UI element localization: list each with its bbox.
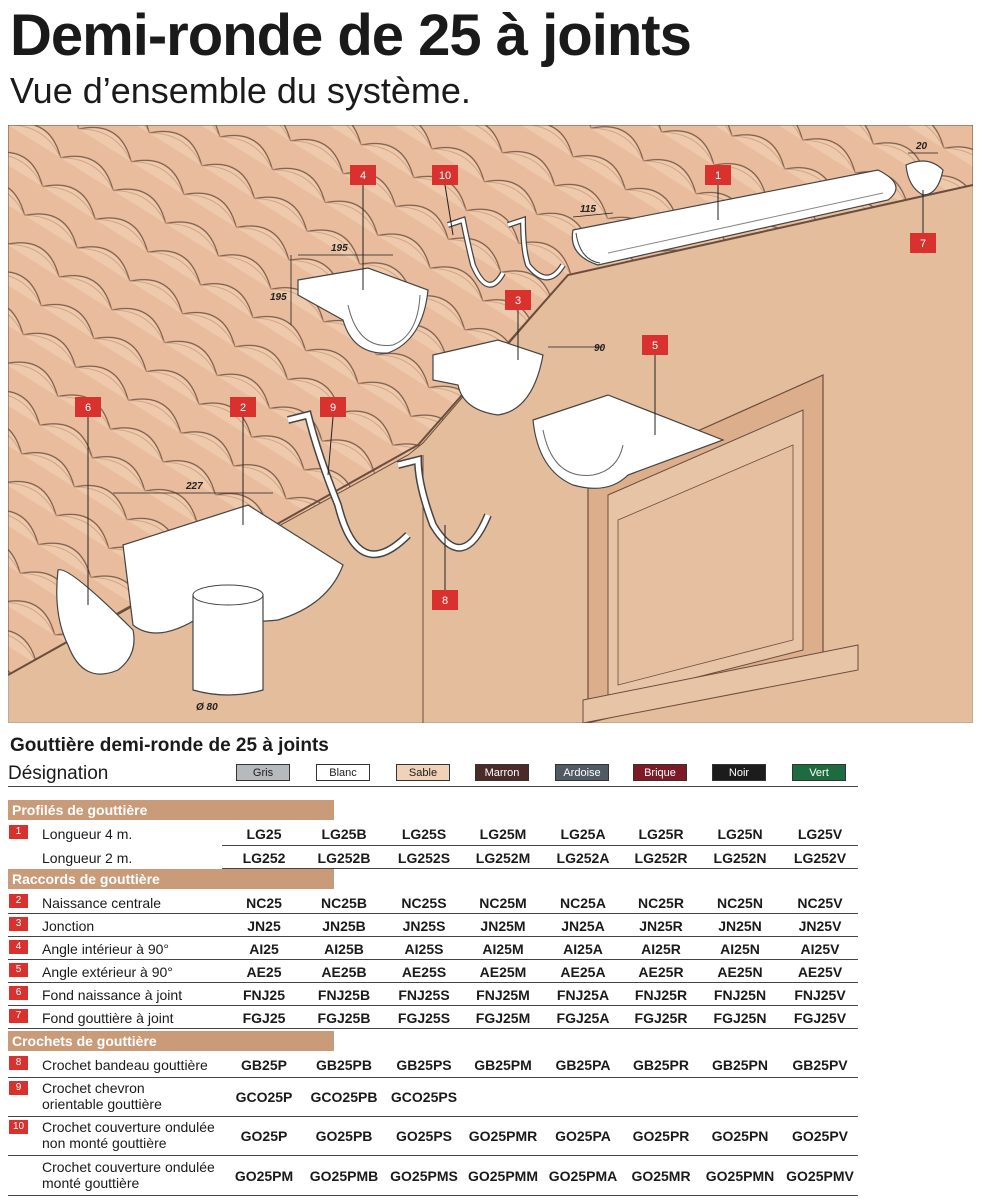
product-code: AI25A — [563, 941, 603, 957]
row-label: Fond gouttière à joint — [42, 1010, 174, 1026]
product-code: GO25P — [240, 1128, 288, 1144]
product-code: FNJ25N — [713, 987, 767, 1003]
dim-195-top: 195 — [331, 243, 348, 254]
product-code: GB25PR — [632, 1057, 690, 1073]
product-code: GO25PMV — [786, 1168, 854, 1184]
product-code: AI25R — [641, 941, 681, 957]
row-label: Jonction — [42, 918, 95, 934]
table-row — [0, 1053, 860, 1077]
product-code: LG252A — [556, 850, 610, 866]
product-code: JN25N — [718, 918, 762, 934]
row-number-badge: 1 — [9, 825, 28, 839]
svg-text:4: 4 — [359, 170, 367, 182]
product-code: LG252 — [242, 850, 286, 866]
product-code: JN25S — [402, 918, 446, 934]
product-code: FGJ25B — [317, 1010, 371, 1026]
svg-text:7: 7 — [919, 238, 927, 250]
row-label: Naissance centrale — [42, 895, 162, 911]
product-code: AI25B — [324, 941, 364, 957]
row-label: Longueur 2 m. — [42, 850, 133, 866]
product-code: GCO25PS — [390, 1089, 458, 1105]
product-code: FNJ25V — [794, 987, 846, 1003]
row-number-badge: 9 — [9, 1081, 28, 1095]
color-header-brique: Brique — [633, 764, 687, 781]
product-code: LG252M — [475, 850, 531, 866]
product-code: GO25PMA — [548, 1168, 618, 1184]
product-code: GB25PM — [474, 1057, 532, 1073]
svg-text:5: 5 — [651, 340, 659, 352]
table-row — [0, 1157, 860, 1195]
product-code: AE25A — [560, 964, 606, 980]
product-code: LG25 — [246, 826, 282, 842]
product-code: AE25N — [717, 964, 763, 980]
table-row — [0, 914, 860, 936]
row-divider — [8, 1155, 858, 1156]
product-code: NC25S — [401, 895, 447, 911]
product-code: LG252V — [793, 850, 847, 866]
svg-text:3: 3 — [514, 295, 522, 307]
product-code: NC25M — [479, 895, 527, 911]
designation-label: Désignation — [8, 763, 109, 784]
section-header: Crochets de gouttière — [8, 1031, 334, 1051]
header-divider — [8, 786, 858, 787]
product-code: LG25V — [797, 826, 843, 842]
product-code: GO25PA — [555, 1128, 611, 1144]
product-code: GO25PMR — [468, 1128, 538, 1144]
product-code: FNJ25 — [242, 987, 286, 1003]
product-code: FGJ25 — [242, 1010, 286, 1026]
product-code: LG25B — [321, 826, 367, 842]
row-number-badge: 5 — [9, 963, 28, 977]
color-header-marron: Marron — [475, 764, 529, 781]
row-label: Crochet couverture ondulée monté gouttière — [42, 1159, 215, 1191]
product-code: LG252S — [397, 850, 451, 866]
svg-text:1: 1 — [714, 170, 722, 182]
product-code: AE25R — [638, 964, 684, 980]
row-label: Angle extérieur à 90° — [42, 964, 173, 980]
product-code: GB25P — [241, 1057, 287, 1073]
product-code: LG25R — [638, 826, 684, 842]
table-row — [0, 960, 860, 982]
dim-115: 115 — [580, 204, 596, 215]
product-code: GO25PB — [315, 1128, 373, 1144]
product-code: FNJ25A — [556, 987, 610, 1003]
product-code: GO25PMB — [309, 1168, 379, 1184]
product-code: GB25PS — [396, 1057, 452, 1073]
product-code: GO25PN — [711, 1128, 769, 1144]
table-title: Gouttière demi-ronde de 25 à joints — [10, 735, 329, 756]
table-row — [0, 1078, 860, 1116]
dim-195-side: 195 — [270, 292, 287, 303]
product-code: FGJ25R — [634, 1010, 688, 1026]
product-code: FNJ25S — [398, 987, 450, 1003]
dim-diam-80: Ø 80 — [196, 702, 218, 713]
dim-20: 20 — [916, 141, 928, 152]
dim-227: 227 — [186, 481, 203, 492]
callout-2 — [230, 397, 256, 417]
product-code: GO25PV — [791, 1128, 849, 1144]
product-code: FGJ25A — [556, 1010, 610, 1026]
row-divider — [8, 1195, 858, 1196]
product-code: LG25S — [401, 826, 447, 842]
product-code: FGJ25M — [475, 1010, 531, 1026]
svg-text:8: 8 — [441, 595, 449, 607]
callout-3 — [505, 290, 531, 310]
row-number-badge: 8 — [9, 1056, 28, 1070]
table-row — [0, 822, 860, 845]
color-header-gris: Gris — [236, 764, 290, 781]
color-header-blanc: Blanc — [316, 764, 370, 781]
product-code: NC25 — [246, 895, 282, 911]
callout-5 — [642, 335, 668, 355]
product-code: AE25 — [246, 964, 282, 980]
product-code: GO25PMM — [467, 1168, 538, 1184]
product-code: GO25PR — [632, 1128, 690, 1144]
color-header-sable: Sable — [396, 764, 450, 781]
color-header-noir: Noir — [712, 764, 766, 781]
product-code: FGJ25S — [397, 1010, 451, 1026]
row-label: Longueur 4 m. — [42, 826, 133, 842]
product-code: JN25V — [798, 918, 842, 934]
row-label: Angle intérieur à 90° — [42, 941, 170, 957]
product-code: NC25A — [560, 895, 606, 911]
section-header: Profilés de gouttière — [8, 800, 334, 820]
product-code: AI25S — [404, 941, 444, 957]
row-divider — [8, 1028, 858, 1029]
product-code: AE25M — [479, 964, 527, 980]
table-row — [0, 1117, 860, 1155]
product-code: NC25N — [717, 895, 763, 911]
product-code: FNJ25R — [634, 987, 688, 1003]
color-header-ardoise: Ardoise — [555, 764, 609, 781]
page-title: Demi-ronde de 25 à joints — [10, 3, 691, 68]
product-code: LG25M — [479, 826, 527, 842]
page-subtitle: Vue d’ensemble du système. — [10, 70, 471, 111]
product-code: GO25PM — [234, 1168, 294, 1184]
product-code: GCO25P — [235, 1089, 293, 1105]
svg-text:9: 9 — [329, 402, 337, 414]
product-code: NC25B — [321, 895, 367, 911]
product-code: GCO25PB — [310, 1089, 378, 1105]
product-code: AI25N — [720, 941, 760, 957]
product-code: AI25 — [249, 941, 279, 957]
product-code: JN25M — [480, 918, 526, 934]
product-code: LG252R — [634, 850, 688, 866]
product-code: NC25R — [638, 895, 684, 911]
row-number-badge: 7 — [9, 1009, 28, 1023]
product-code: FGJ25N — [713, 1010, 767, 1026]
callout-7 — [910, 233, 936, 253]
product-code: GO25PMN — [705, 1168, 775, 1184]
product-code: AE25S — [401, 964, 447, 980]
product-code: LG25A — [560, 826, 606, 842]
section-header: Raccords de gouttière — [8, 869, 334, 889]
callout-8 — [432, 590, 458, 610]
product-code: GO25PMS — [390, 1168, 458, 1184]
callout-1 — [705, 165, 731, 185]
system-illustration — [8, 125, 973, 723]
product-code: FGJ25V — [793, 1010, 847, 1026]
table-row — [0, 846, 860, 868]
product-code: JN25R — [639, 918, 683, 934]
svg-text:10: 10 — [438, 170, 452, 182]
color-header-vert: Vert — [792, 764, 846, 781]
product-code: AE25V — [797, 964, 843, 980]
table-row — [0, 891, 860, 913]
product-code: GB25PV — [792, 1057, 848, 1073]
product-code: AE25B — [321, 964, 367, 980]
product-code: GB25PB — [315, 1057, 373, 1073]
product-code: GB25PA — [555, 1057, 611, 1073]
product-code: JN25 — [247, 918, 281, 934]
product-code: JN25B — [322, 918, 366, 934]
product-code: GO25MR — [631, 1168, 691, 1184]
product-code: FNJ25M — [476, 987, 530, 1003]
product-code: FNJ25B — [317, 987, 371, 1003]
dim-90: 90 — [594, 343, 606, 354]
table-row — [0, 983, 860, 1005]
product-code: NC25V — [797, 895, 843, 911]
product-code: AI25M — [482, 941, 524, 957]
row-number-badge: 3 — [9, 917, 28, 931]
table-row — [0, 1006, 860, 1028]
product-code: GB25PN — [711, 1057, 769, 1073]
row-label: Crochet chevron orientable gouttière — [42, 1080, 162, 1112]
product-code: AI25V — [800, 941, 840, 957]
table-row — [0, 937, 860, 959]
callout-6 — [75, 397, 101, 417]
row-label: Fond naissance à joint — [42, 987, 183, 1003]
product-code: GO25PS — [395, 1128, 453, 1144]
row-label: Crochet bandeau gouttière — [42, 1057, 208, 1073]
row-label: Crochet couverture ondulée non monté gouttière — [42, 1119, 215, 1151]
row-number-badge: 4 — [9, 940, 28, 954]
callout-4 — [350, 165, 376, 185]
callout-10 — [432, 165, 458, 185]
row-number-badge: 6 — [9, 986, 28, 1000]
svg-text:2: 2 — [239, 402, 247, 414]
product-code: LG25N — [717, 826, 763, 842]
row-number-badge: 10 — [9, 1120, 28, 1134]
svg-text:6: 6 — [84, 402, 92, 414]
row-number-badge: 2 — [9, 894, 28, 908]
row-divider — [222, 868, 858, 869]
product-code: JN25A — [561, 918, 605, 934]
callout-9 — [320, 397, 346, 417]
product-code: LG252B — [317, 850, 371, 866]
product-code: LG252N — [713, 850, 767, 866]
